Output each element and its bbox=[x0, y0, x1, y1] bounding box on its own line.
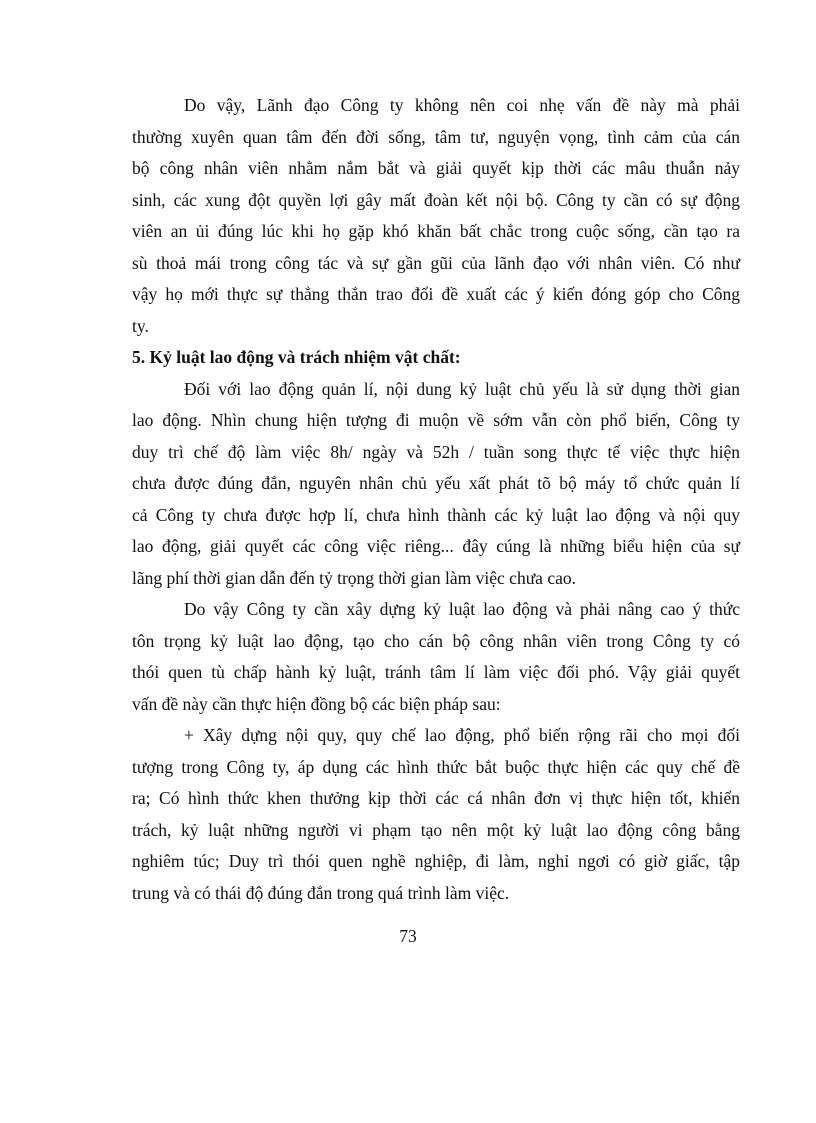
text-line: Do vậy, Lãnh đạo Công ty không nên coi nhẹ vấn đề này mà phải bbox=[184, 95, 740, 115]
text-line: + Xây dựng nội quy, quy chế lao động, phổ biến rộng rãi cho mọi đối bbox=[184, 725, 740, 745]
text-line: lao động. Nhìn chung hiện tượng đi muộn về sớm vẫn còn phổ biến, Công ty bbox=[132, 410, 740, 430]
text-line: vậy họ mới thực sự thẳng thắn trao đổi đề xuất các ý kiến đóng góp cho Công bbox=[132, 284, 740, 304]
text-line: viên an ủi đúng lúc khi họ gặp khó khăn bất chắc trong cuộc sống, cần tạo ra bbox=[132, 221, 740, 241]
text-line: sinh, các xung đột quyền lợi gây mất đoàn kết nội bộ. Công ty cần có sự động bbox=[132, 189, 740, 210]
text-line: Do vậy Công ty cần xây dựng kỷ luật lao động và phải nâng cao ý thức bbox=[184, 599, 740, 619]
paragraph-labor-discipline bbox=[132, 374, 740, 595]
text-line: ra; Có hình thức khen thưởng kịp thời các cá nhân đơn vị thực hiện tốt, khiển bbox=[132, 788, 740, 808]
text-line: trung và có thái độ đúng đắn trong quá trình làm việc. bbox=[132, 882, 510, 903]
paragraph-measures bbox=[132, 720, 740, 909]
text-line: lao động, giải quyết các công việc riêng... đây cúng là những biểu hiện của sự bbox=[132, 536, 740, 556]
text-line: thường xuyên quan tâm đến đời sống, tâm tư, nguyện vọng, tình cảm của cán bbox=[132, 126, 740, 147]
page-number: 73 bbox=[399, 926, 417, 946]
text-line: bộ công nhân viên nhằm nắm bắt và giải quyết kịp thời các mâu thuẫn nảy bbox=[132, 158, 740, 178]
text-line: thói quen tù chấp hành kỷ luật, tránh tâm lí làm việc đối phó. Vậy giải quyết bbox=[132, 662, 740, 682]
text-line: lãng phí thời gian dẫn đến tỷ trọng thời gian làm việc chưa cao. bbox=[132, 567, 576, 588]
text-line: nghiêm túc; Duy trì thói quen nghề nghiệp, đi làm, nghỉ ngơi có giờ giấc, tập bbox=[132, 851, 740, 871]
text-line: tượng trong Công ty, áp dụng các hình thức bắt buộc thực hiện các quy chế đề bbox=[132, 756, 740, 777]
text-line: vấn đề này cần thực hiện đồng bộ các biện pháp sau: bbox=[132, 693, 501, 714]
text-line: Đối với lao động quản lí, nội dung kỷ luật chủ yếu là sử dụng thời gian bbox=[184, 378, 740, 399]
text-line: cả Công ty chưa được hợp lí, chưa hình thành các kỷ luật lao động và nội quy bbox=[132, 504, 740, 525]
text-line: duy trì chế độ làm việc 8h/ ngày và 52h / tuần song thực tế việc thực hiện bbox=[132, 441, 740, 462]
text-line: ty. bbox=[132, 315, 149, 336]
text-line: tôn trọng kỷ luật lao động, tạo cho cán bộ công nhân viên trong Công ty có bbox=[132, 630, 740, 651]
document-page bbox=[132, 90, 740, 909]
paragraph-leadership-care bbox=[132, 90, 740, 342]
text-line: trách, kỷ luật những người vi phạm tạo nên một kỷ luật lao động công bằng bbox=[132, 819, 740, 840]
text-line: chưa được đúng đắn, nguyên nhân chủ yếu xất phát tõ bộ máy tổ chức quản lí bbox=[132, 473, 740, 493]
text-line: sù thoả mái trong công tác và sự gần gũi của lãnh đạo với nhân viên. Có như bbox=[132, 252, 740, 273]
paragraph-build-discipline bbox=[132, 594, 740, 720]
section-heading: 5. Kỷ luật lao động và trách nhiệm vật chất: bbox=[132, 347, 461, 367]
